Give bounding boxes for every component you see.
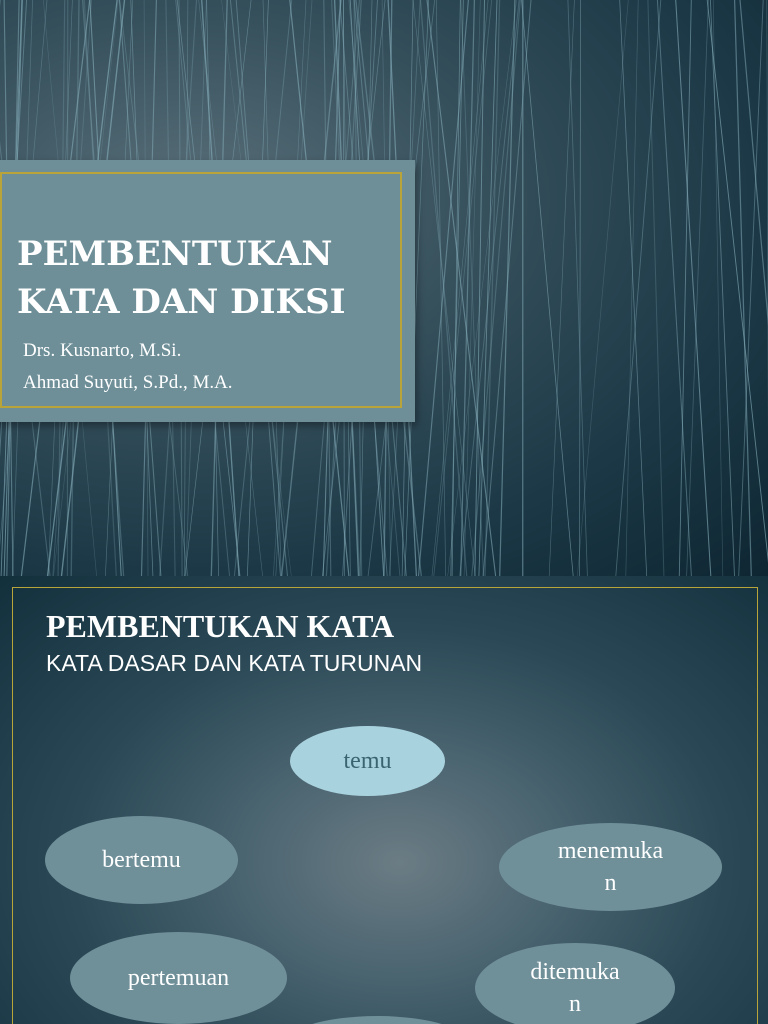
author-1: Drs. Kusnarto, M.Si. [23,340,182,361]
background-streak [710,0,734,576]
background-streak [479,0,497,576]
background-streak [549,0,574,576]
background-streak [735,0,752,576]
background-streak [616,0,661,576]
slide-subheading: KATA DASAR DAN KATA TURUNAN [46,650,423,676]
background-streak [620,0,647,576]
content-slide [0,576,768,1024]
root-word-bubble: temu [290,726,445,796]
background-streak [713,0,723,576]
derived-word-bubble: menemuka n [499,823,722,911]
background-streak [485,0,500,576]
derived-word-bubble: pertemuan [70,932,287,1024]
background-streak [626,0,638,576]
derived-word-bubble: bertemu [45,816,238,904]
background-streak [522,0,574,576]
background-streak [740,0,768,576]
background-streak [580,0,581,576]
presentation-title: PEMBENTUKAN KATA DAN DIKSI [17,234,346,322]
background-streak [657,0,691,576]
background-streak [460,0,519,576]
derived-word-bubble: ditemuka n [475,943,675,1024]
author-2: Ahmad Suyuti, S.Pd., M.A. [23,372,233,393]
background-streak [448,0,517,576]
background-streak [648,0,664,576]
slide-heading: PEMBENTUKAN KATA [46,608,395,644]
background-streak [577,0,628,576]
background-streak [452,0,460,576]
background-streak [472,0,521,576]
